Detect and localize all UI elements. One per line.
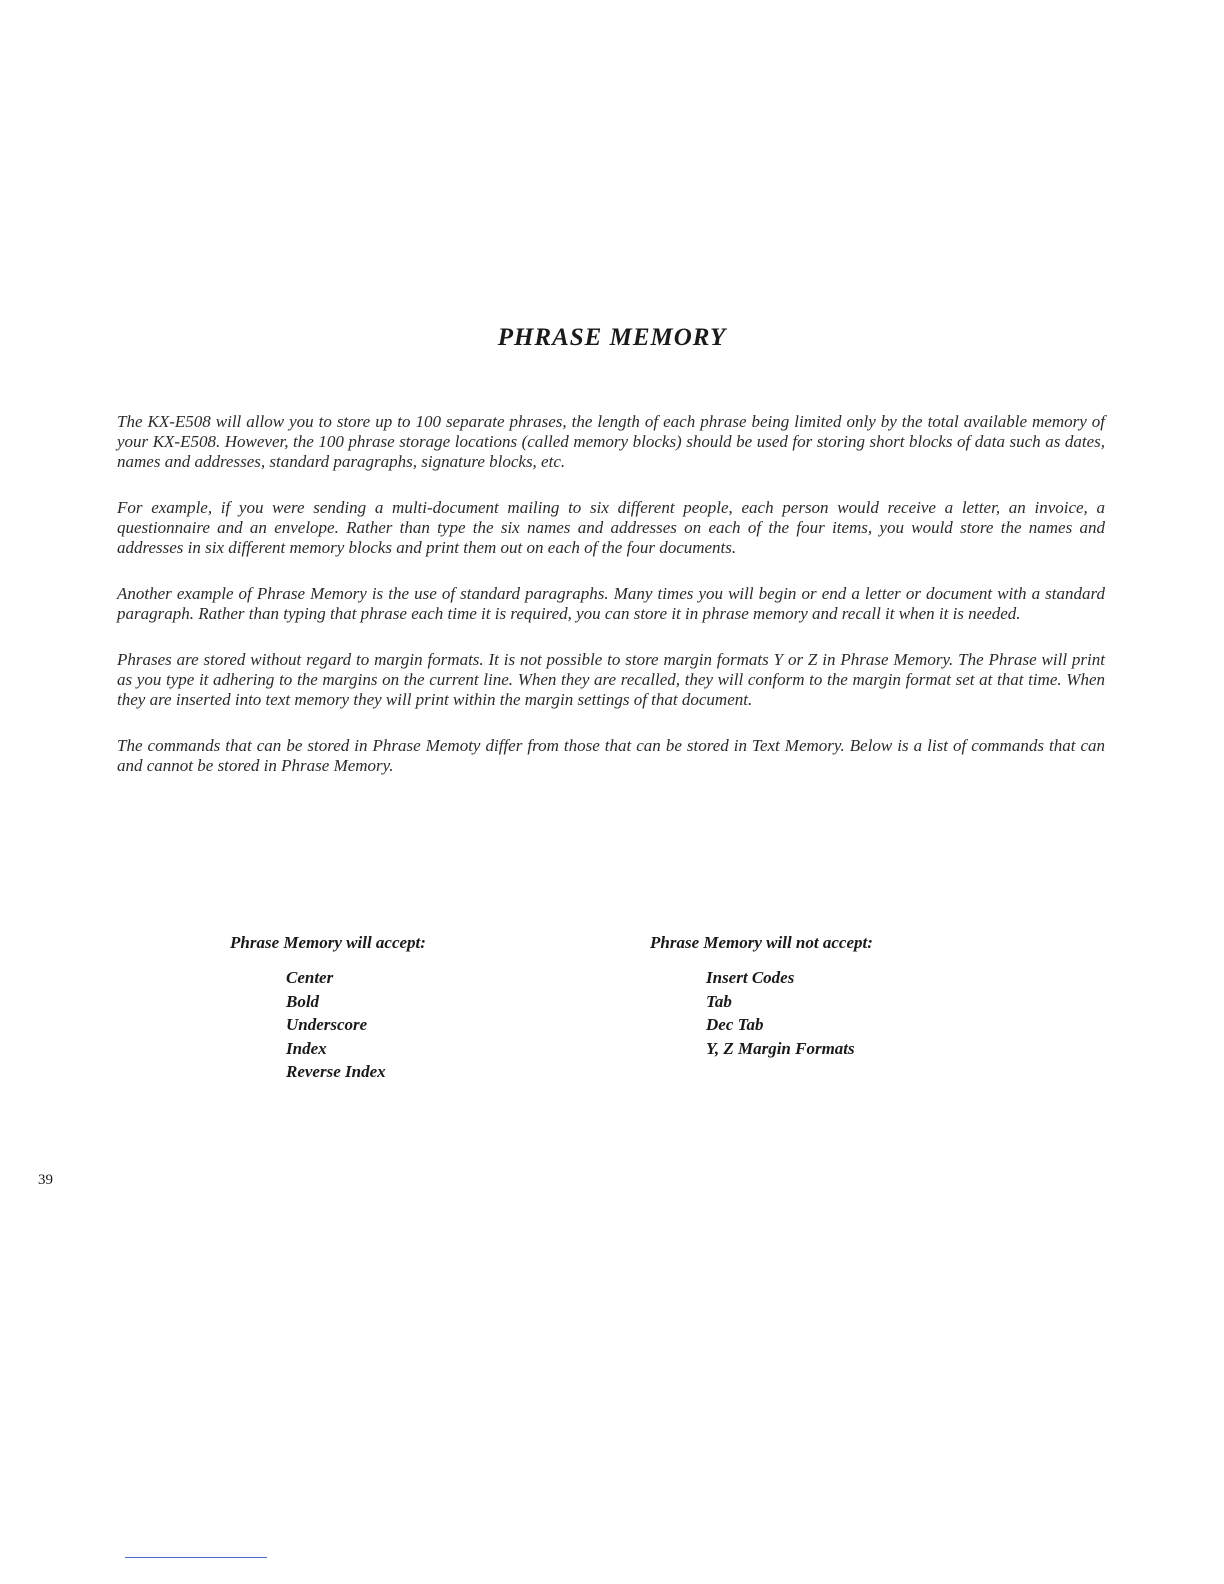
body-text bbox=[117, 412, 1105, 802]
accept-item-underscore: Underscore bbox=[286, 1015, 368, 1034]
paragraph-standard-paragraphs: Another example of Phrase Memory is the use of standard paragraphs. Many times you will begin or end a letter or document with a standard paragraph. Rather than typing that phrase each time it is required, you can store it in phrase memory and recall it when it is needed. bbox=[117, 584, 1105, 623]
accept-item-bold: Bold bbox=[286, 991, 320, 1011]
accept-item-index: Index bbox=[286, 1038, 327, 1058]
not-accept-item-yz-margin-formats: Y, Z Margin Formats bbox=[706, 1038, 855, 1058]
not-accept-heading: Phrase Memory will not accept: bbox=[650, 933, 873, 952]
accept-heading: Phrase Memory will accept: bbox=[230, 933, 426, 952]
paragraph-intro: The KX-E508 will allow you to store up to 100 separate phrases, the length of each phrase being limited only by the total available memory of your KX-E508. However, the 100 phrase storage locations (called memory blocks) should be used for storing short blocks of data such as dates, names and addresses, standard paragraphs, signature blocks, etc. bbox=[117, 412, 1105, 471]
paragraph-commands: The commands that can be stored in Phrase Memoty differ from those that can be stored in Text Memory. Below is a list of commands that can and cannot be stored in Phrase Memory. bbox=[117, 736, 1105, 775]
not-accept-list bbox=[650, 966, 873, 1060]
not-accept-item-tab: Tab bbox=[706, 991, 732, 1011]
not-accept-column bbox=[650, 932, 873, 1060]
not-accept-item-insert-codes: Insert Codes bbox=[706, 968, 795, 987]
paragraph-example-mailing: For example, if you were sending a multi-document mailing to six different people, each person would receive a letter, an invoice, a questionnaire and an envelope. Rather than type the six names and addresses on each of the four items, you would store the names and addresses in six different memory blocks and print them out on each of the four documents. bbox=[117, 498, 1105, 557]
not-accept-item-dec-tab: Dec Tab bbox=[706, 1015, 764, 1034]
accept-item-center: Center bbox=[286, 968, 334, 987]
accept-item-reverse-index: Reverse Index bbox=[286, 1062, 386, 1081]
footnote-rule bbox=[125, 1557, 267, 1558]
page-title: PHRASE MEMORY bbox=[497, 324, 727, 351]
accept-list bbox=[230, 966, 426, 1084]
paragraph-margin-formats: Phrases are stored without regard to margin formats. It is not possible to store margin formats Y or Z in Phrase Memory. The Phrase will print as you type it adhering to the margins on the current line. When they are recalled, they will conform to the margin format set at that time. When they are inserted into text memory they will print within the margin settings of that document. bbox=[117, 650, 1105, 709]
accept-column bbox=[230, 932, 426, 1084]
page-number: 39 bbox=[38, 1172, 53, 1188]
